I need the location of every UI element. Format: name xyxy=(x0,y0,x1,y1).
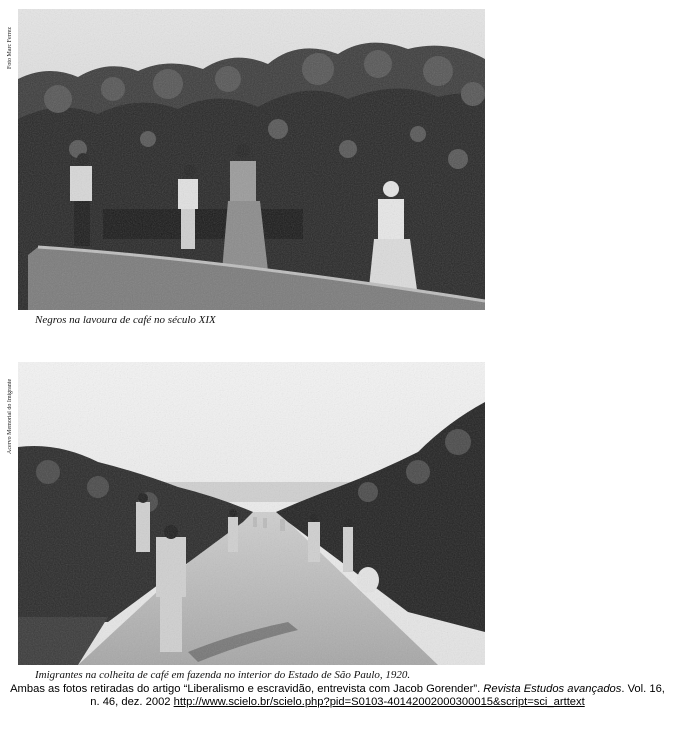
source-details: . Vol. 16, n. 46, dez. 2002 xyxy=(90,683,665,708)
photo-credit-2: Acervo Memorial do Imigrante xyxy=(7,378,13,454)
photo-caption-2: Imigrantes na colheita de café em fazenda no interior do Estado de São Paulo, 1920. xyxy=(35,669,411,681)
source-prefix: Ambas as fotos retiradas do artigo “Liberalismo e escravidão, entrevista com Jacob Gorender”. xyxy=(10,683,484,695)
source-citation xyxy=(10,683,665,709)
photo-credit-1: Foto Marc Ferrez xyxy=(7,27,13,69)
source-link[interactable]: http://www.scielo.br/scielo.php?pid=S0103-40142002000300015&script=sci_arttext xyxy=(173,696,585,708)
photo-immigrants-coffee-harvest-1920 xyxy=(18,362,485,665)
photo-caption-1: Negros na lavoura de café no século XIX xyxy=(35,314,216,326)
source-journal: Revista Estudos avançados xyxy=(483,683,622,695)
photo-coffee-harvest-19th-century xyxy=(18,9,485,310)
